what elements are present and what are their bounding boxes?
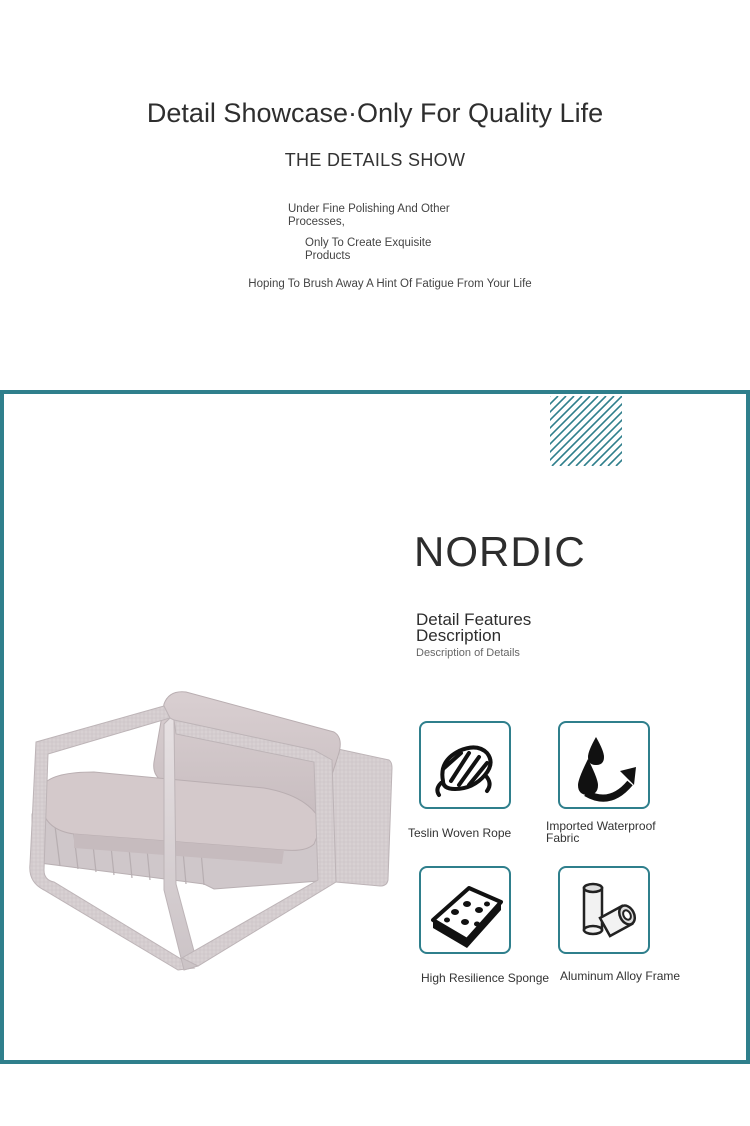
sponge-icon [421,868,513,956]
feature-card-aluminum [558,866,650,954]
feature-card-rope [419,721,511,809]
intro-line-1: Under Fine Polishing And Other Processes, [288,203,450,228]
feature-card-waterproof [558,721,650,809]
intro-line-2: Only To Create Exquisite Products [305,237,432,262]
feature-label-waterproof: Imported Waterproof Fabric [546,819,656,845]
feature-card-sponge [419,866,511,954]
rope-icon [421,723,513,811]
page-title: Detail Showcase·Only For Quality Life [146,98,604,128]
page-subtitle: THE DETAILS SHOW [284,150,466,170]
brand-name: NORDIC [414,528,586,575]
detail-features-title: Detail Features Description [416,610,532,645]
aluminum-tubes-icon [560,868,652,956]
feature-label-aluminum: Aluminum Alloy Frame [560,969,681,983]
feature-label-sponge: High Resilience Sponge [421,971,550,985]
hatch-decoration [550,396,622,466]
water-drops-icon [560,723,652,811]
intro-line-3: Hoping To Brush Away A Hint Of Fatigue From Your Life [248,278,532,290]
feature-label-rope: Teslin Woven Rope [408,826,512,840]
sofa-image [14,684,394,974]
detail-features-subtitle: Description of Details [416,647,520,659]
